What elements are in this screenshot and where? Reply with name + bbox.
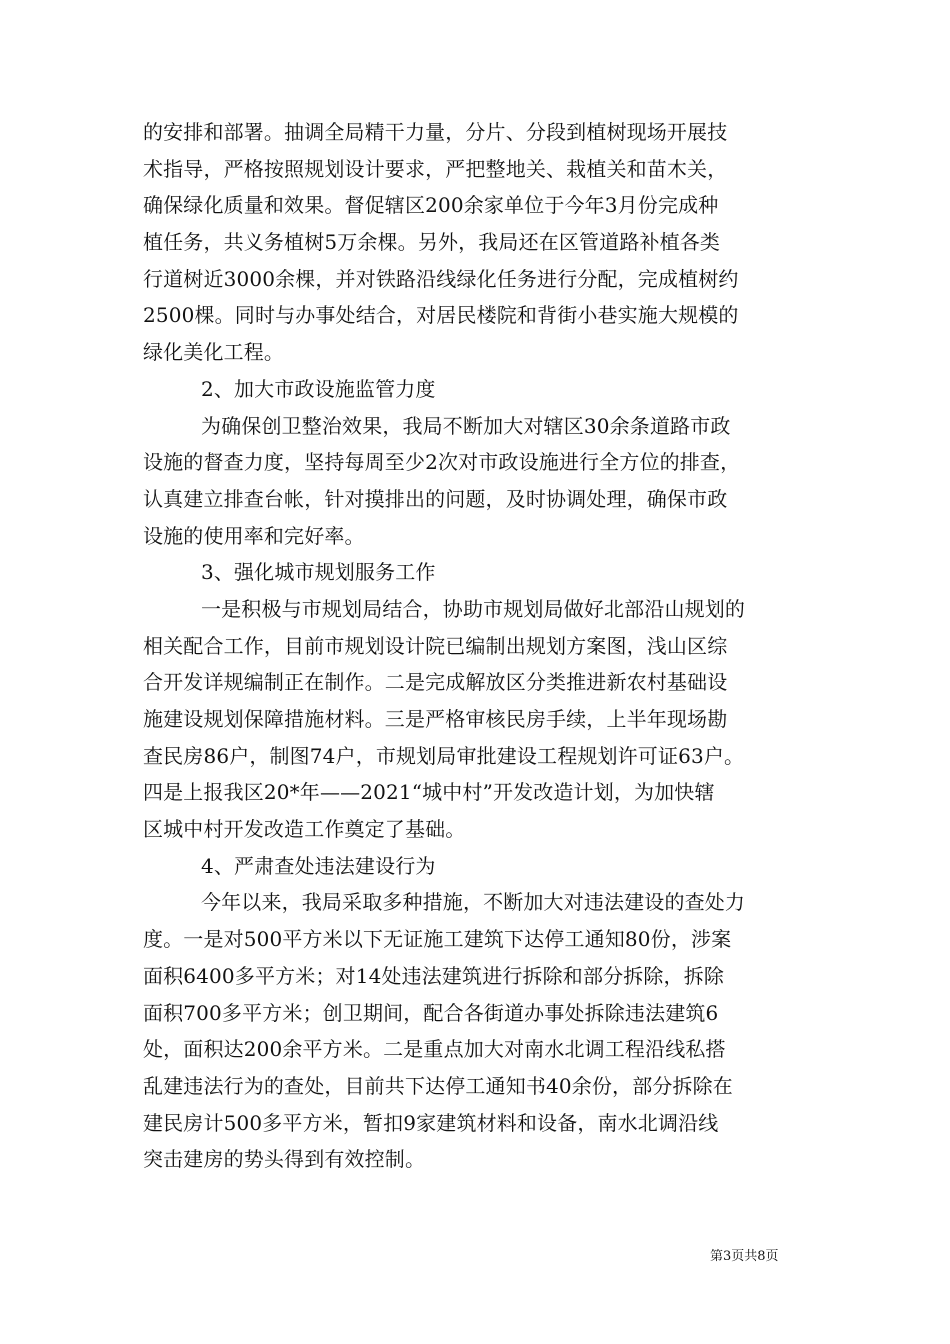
paragraph-first-line: 为确保创卫整治效果，我局不断加大对辖区30余条道路市政 (201, 413, 731, 438)
text-line: 度。一是对500平方米以下无证施工建筑下达停工通知80份，涉案 (143, 927, 732, 952)
text-line: 设施的督查力度，坚持每周至少2次对市政设施进行全方位的排查， (143, 450, 741, 475)
text-line: 确保绿化质量和效果。督促辖区200余家单位于今年3月份完成种 (143, 193, 719, 218)
text-line: 区城中村开发改造工作奠定了基础。 (143, 817, 466, 842)
text-line: 四是上报我区20*年——2021“城中村”开发改造计划，为加快辖 (143, 780, 715, 805)
text-line: 处，面积达200余平方米。二是重点加大对南水北调工程沿线私搭 (143, 1037, 726, 1062)
page-number: 第3页共8页 (710, 1249, 779, 1264)
section-heading: 2、加大市政设施监管力度 (201, 376, 436, 401)
text-line: 建民房计500多平方米，暂扣9家建筑材料和设备，南水北调沿线 (143, 1110, 719, 1135)
text-line: 施建设规划保障措施材料。三是严格审核民房手续，上半年现场勘 (143, 707, 728, 731)
document-body (143, 114, 815, 1178)
text-line: 术指导，严格按照规划设计要求，严把整地关、栽植关和苗木关， (143, 156, 728, 181)
text-line: 突击建房的势头得到有效控制。 (143, 1147, 426, 1172)
paragraph-first-line: 一是积极与市规划局结合，协助市规划局做好北部沿山规划的 (201, 596, 746, 621)
text-line: 查民房86户，制图74户，市规划局审批建设工程规划许可证63户。 (143, 743, 745, 768)
text-line: 合开发详规编制正在制作。二是完成解放区分类推进新农村基础设 (143, 670, 728, 695)
text-line: 行道树近3000余棵，并对铁路沿线绿化任务进行分配，完成植树约 (143, 266, 739, 291)
text-line: 面积6400多平方米；对14处违法建筑进行拆除和部分拆除，拆除 (143, 963, 724, 988)
text-line: 乱建违法行为的查处，目前共下达停工通知书40余份，部分拆除在 (143, 1073, 733, 1098)
text-line: 面积700多平方米；创卫期间，配合各街道办事处拆除违法建筑6 (143, 1000, 719, 1025)
section-heading: 3、强化城市规划服务工作 (201, 560, 436, 585)
text-line: 植任务，共义务植树5万余棵。另外，我局还在区管道路补植各类 (143, 230, 721, 255)
text-line: 绿化美化工程。 (143, 340, 285, 365)
text-line: 认真建立排查台帐，针对摸排出的问题，及时协调处理，确保市政 (143, 486, 728, 511)
section-heading: 4、严肃查处违法建设行为 (201, 853, 436, 878)
text-line: 相关配合工作，目前市规划设计院已编制出规划方案图，浅山区综 (143, 633, 728, 658)
text-line: 的安排和部署。抽调全局精干力量，分片、分段到植树现场开展技 (143, 120, 728, 144)
paragraph-first-line: 今年以来，我局采取多种措施，不断加大对违法建设的查处力 (201, 890, 746, 915)
text-line: 2500棵。同时与办事处结合，对居民楼院和背街小巷实施大规模的 (143, 303, 739, 328)
text-line: 设施的使用率和完好率。 (143, 523, 365, 548)
